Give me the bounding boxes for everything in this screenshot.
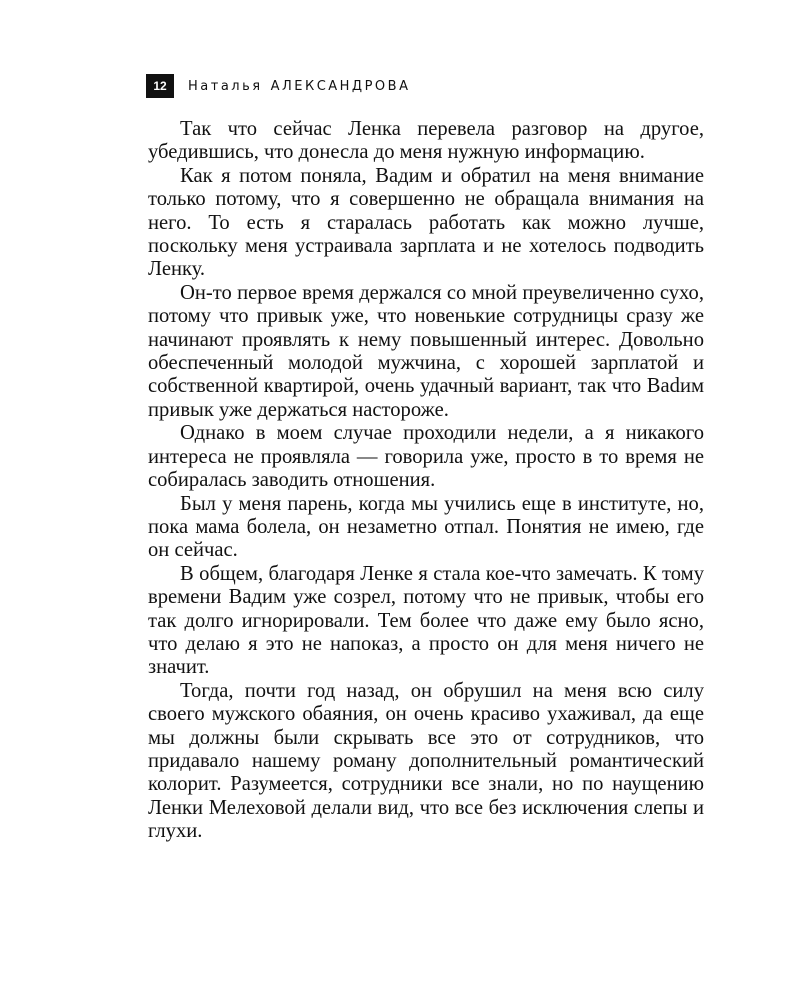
paragraph: Однако в моем случае проходили недели, а я никакого интереса не проявляла — говорила уже, просто в то время не собиралась заводить отношения. xyxy=(148,422,704,492)
body-text xyxy=(148,118,704,844)
author-last-name: АЛЕКСАНДРОВА xyxy=(270,78,411,94)
paragraph: Так что сейчас Ленка перевела разговор на другое, убедившись, что донесла до меня нужную информацию. xyxy=(148,118,704,164)
author-first-name: Наталья xyxy=(188,78,263,94)
paragraph: В общем, благодаря Ленке я стала кое-что замечать. К тому времени Вадим уже созрел, потому что не привык, чтобы его так долго игнорировали. Тем более что даже ему было ясно, что делаю я это не напоказ, а просто он для меня ничего не значит. xyxy=(148,562,704,679)
paragraph: Как я потом поняла, Вадим и обратил на меня внимание только потому, что я совершенно не обращала внимания на него. То есть я старалась работать как можно лучше, поскольку меня устраивала зарплата и не хотелось подводить Ленку. xyxy=(148,164,704,281)
running-header xyxy=(146,74,410,98)
paragraph: Был у меня парень, когда мы учились еще в институте, но, пока мама болела, он незаметно отпал. Понятия не имею, где он сейчас. xyxy=(148,492,704,562)
paragraph: Он-то первое время держался со мной преувеличенно сухо, потому что привык уже, что новенькие сотрудницы сразу же начинают проявлять к нему повышенный интерес. Довольно обеспеченный молодой мужчина, с хорошей зарплатой и собственной квартирой, очень удачный вариант, так что Ваdим привык уже держаться настороже. xyxy=(148,281,704,421)
page-number: 12 xyxy=(146,74,174,98)
author-name xyxy=(188,79,410,94)
paragraph: Тогда, почти год назад, он обрушил на меня всю силу своего мужского обаяния, он очень красиво ухаживал, да еще мы должны были скрывать все это от сотрудников, что придавало нашему роману дополнительный романтический колорит. Разумеется, сотрудники все знали, но по наущению Ленки Мелеховой делали вид, что все без исключения слепы и глухи. xyxy=(148,679,704,843)
